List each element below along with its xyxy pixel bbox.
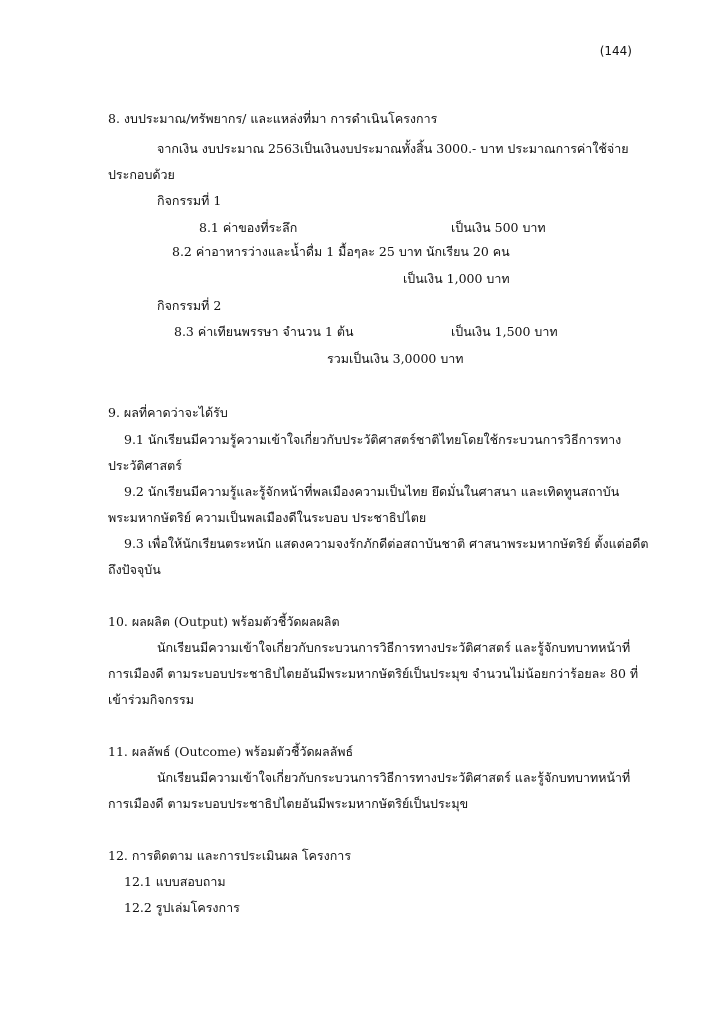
item-8-2-label: 8.2 ค่าอาหารว่างและน้ำดื่ม 1 มื้อๆละ 25 บาท นักเรียน 20 คน [172, 244, 510, 259]
item-9-1-line-2: ประวัติศาสตร์ [108, 458, 182, 473]
section-10-line-3: เข้าร่วมกิจกรรม [108, 692, 194, 707]
section-8-heading: 8. งบประมาณ/ทรัพยากร/ และแหล่งที่มา การดำเนินโครงการ [108, 111, 438, 126]
item-9-2-line-2: พระมหากษัตริย์ ความเป็นพลเมืองดีในระบอบ ประชาธิปไตย [108, 510, 427, 525]
section-11-line-1: นักเรียนมีความเข้าใจเกี่ยวกับกระบวนการวิธีการทางประวัติศาสตร์ และรู้จักบทบาทหน้าที่ [157, 770, 631, 785]
section-10-heading: 10. ผลผลิต (Output) พร้อมตัวชี้วัดผลผลิต [108, 614, 340, 629]
section-11-line-2: การเมืองดี ตามระบอบประชาธิปไตยอันมีพระมหากษัตริย์เป็นประมุข [108, 796, 469, 811]
section-9-heading: 9. ผลที่คาดว่าจะได้รับ [108, 405, 228, 420]
section-11-heading: 11. ผลลัพธ์ (Outcome) พร้อมตัวชี้วัดผลลัพธ์ [108, 744, 354, 759]
page-number: (144) [599, 44, 632, 58]
section-8-intro-line-2: ประกอบด้วย [108, 167, 175, 182]
item-12-1: 12.1 แบบสอบถาม [124, 874, 226, 889]
activity-2-label: กิจกรรมที่ 2 [157, 298, 222, 313]
section-10-line-1: นักเรียนมีความเข้าใจเกี่ยวกับกระบวนการวิธีการทางประวัติศาสตร์ และรู้จักบทบาทหน้าที่ [157, 640, 631, 655]
total-amount: รวมเป็นเงิน 3,0000 บาท [327, 351, 464, 366]
item-9-2-line-1: 9.2 นักเรียนมีความรู้และรู้จักหน้าที่พลเมืองความเป็นไทย ยึดมั่นในศาสนา และเทิดทูนสถาบัน [124, 484, 620, 499]
item-9-1-line-1: 9.1 นักเรียนมีความรู้ความเข้าใจเกี่ยวกับประวัติศาสตร์ชาติไทยโดยใช้กระบวนการวิธีการทาง [124, 432, 622, 447]
item-8-1-label: 8.1 ค่าของที่ระลึก [199, 220, 298, 235]
item-8-3-amount: เป็นเงิน 1,500 บาท [451, 324, 558, 339]
item-8-1-amount: เป็นเงิน 500 บาท [451, 220, 546, 235]
section-12-heading: 12. การติดตาม และการประเมินผล โครงการ [108, 848, 352, 863]
section-10-line-2: การเมืองดี ตามระบอบประชาธิปไตยอันมีพระมหากษัตริย์เป็นประมุข จำนวนไม่น้อยกว่าร้อยละ 80 ที่ [108, 666, 639, 681]
item-8-2-amount: เป็นเงิน 1,000 บาท [403, 271, 510, 286]
item-8-3-label: 8.3 ค่าเทียนพรรษา จำนวน 1 ต้น [174, 324, 354, 339]
item-12-2: 12.2 รูปเล่มโครงการ [124, 900, 240, 915]
item-9-3-line-1: 9.3 เพื่อให้นักเรียนตระหนัก แสดงความจงรักภักดีต่อสถาบันชาติ ศาสนาพระมหากษัตริย์ ตั้งแต่อดีต [124, 536, 649, 551]
item-9-3-line-2: ถึงปัจจุบัน [108, 562, 161, 577]
section-8-intro-line-1: จากเงิน งบประมาณ 2563เป็นเงินงบประมาณทั้งสิ้น 3000.- บาท ประมาณการค่าใช้จ่าย [157, 141, 629, 156]
activity-1-label: กิจกรรมที่ 1 [157, 193, 222, 208]
